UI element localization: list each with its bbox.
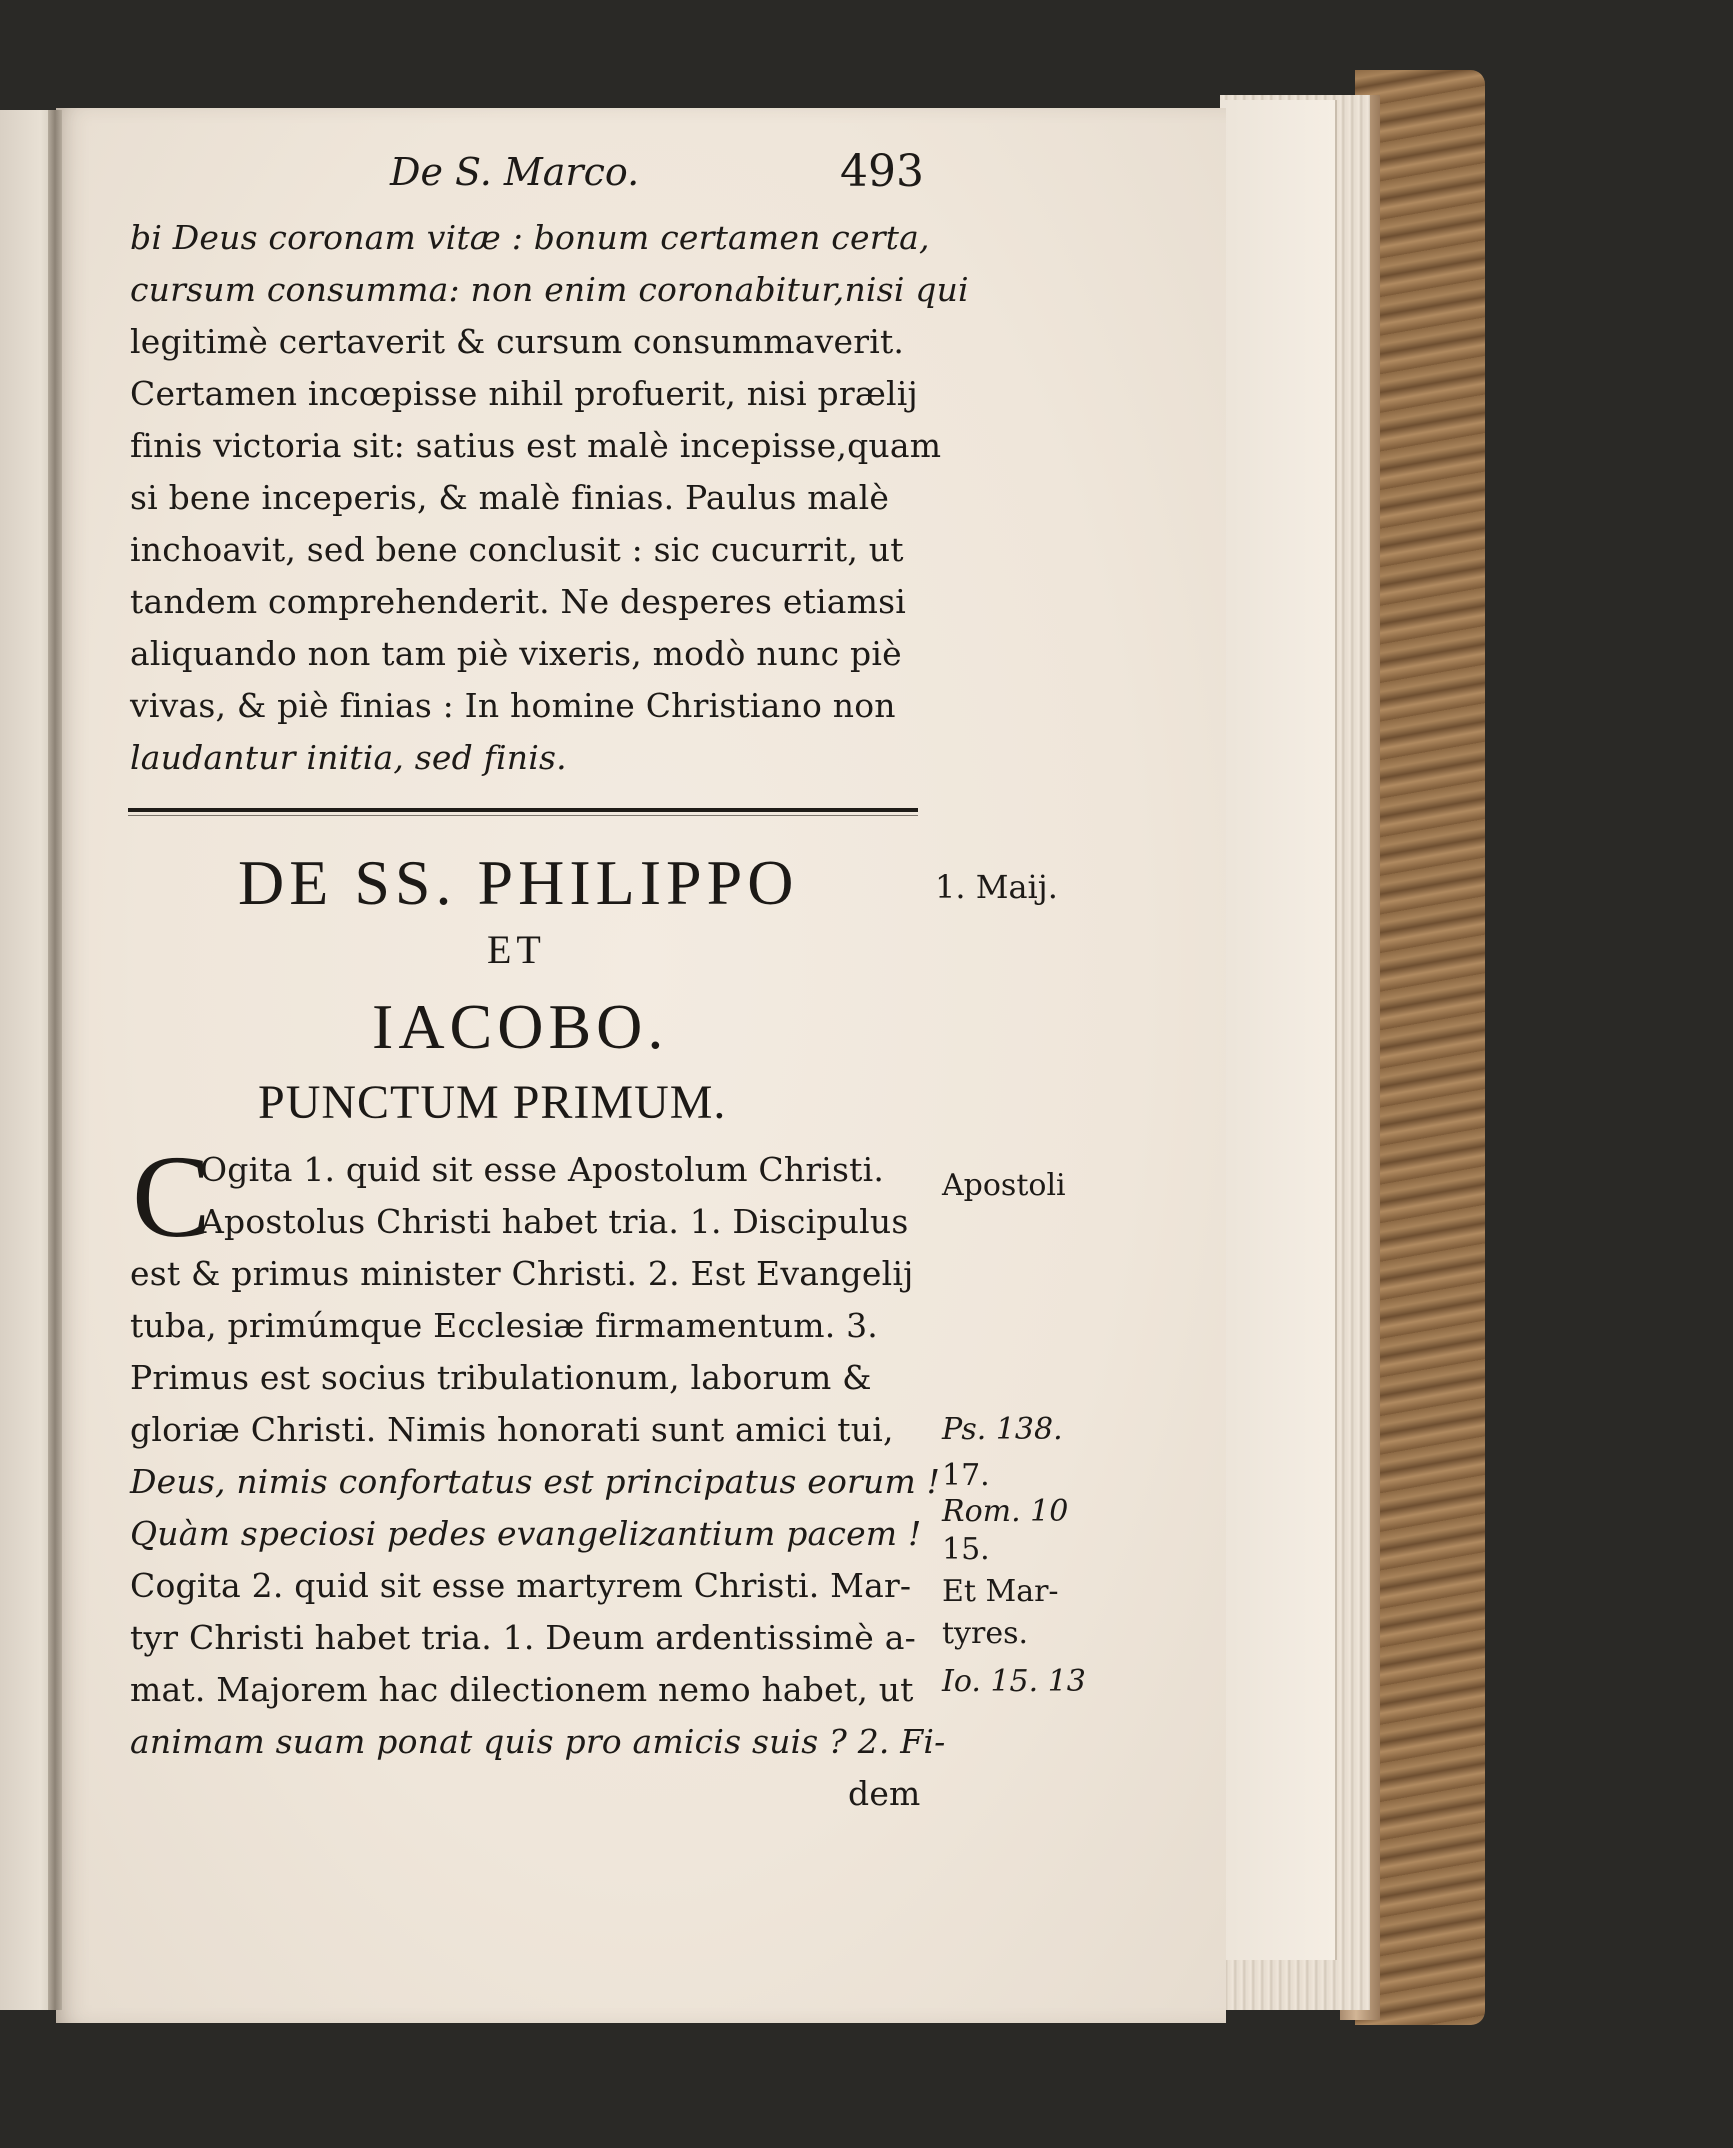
margin-note: Io. 15. 13: [942, 1664, 1086, 1699]
running-head: De S. Marco.: [390, 150, 640, 194]
text-line: mat. Majorem hac dilectionem nemo habet, ut: [130, 1670, 914, 1709]
text-line: legitimè certaverit & cursum consummaverit.: [130, 322, 905, 361]
text-line: bi Deus coronam vitæ : bonum certamen certa,: [130, 218, 930, 257]
text-line: Ogita 1. quid sit esse Apostolum Christi.: [200, 1150, 885, 1189]
text-line: Cogita 2. quid sit esse martyrem Christi. Mar-: [130, 1566, 912, 1605]
text-line: Deus, nimis confortatus est principatus eorum !: [130, 1462, 941, 1501]
margin-note: Et Mar-: [942, 1574, 1059, 1609]
margin-date: 1. Maij.: [935, 868, 1058, 906]
text-line: gloriæ Christi. Nimis honorati sunt amici tui,: [130, 1410, 894, 1449]
text-line: inchoavit, sed bene conclusit : sic cucurrit, ut: [130, 530, 904, 569]
text-line: aliquando non tam piè vixeris, modò nunc piè: [130, 634, 902, 673]
text-line: animam suam ponat quis pro amicis suis ? 2. Fi-: [130, 1722, 946, 1761]
margin-note: Ps. 138.: [942, 1412, 1063, 1447]
text-line: tandem comprehenderit. Ne desperes etiamsi: [130, 582, 907, 621]
next-page-edge: [1220, 100, 1337, 1960]
text-line: vivas, & piè finias : In homine Christiano non: [130, 686, 896, 725]
text-line: si bene inceperis, & malè finias. Paulus malè: [130, 478, 890, 517]
text-line: Quàm speciosi pedes evangelizantium pacem !: [130, 1514, 922, 1553]
text-line: laudantur initia, sed finis.: [130, 738, 567, 777]
section-rule: [128, 808, 918, 812]
text-line: tuba, primúmque Ecclesiæ firmamentum. 3.: [130, 1306, 878, 1345]
text-line: cursum consumma: non enim coronabitur,nisi qui: [130, 270, 969, 309]
margin-note: 15.: [942, 1532, 990, 1567]
margin-note: tyres.: [942, 1616, 1029, 1651]
margin-note: 17.: [942, 1458, 990, 1493]
book-gutter: [48, 110, 62, 2010]
text-line: tyr Christi habet tria. 1. Deum ardentissimè a-: [130, 1618, 916, 1657]
catchword: dem: [848, 1774, 921, 1813]
section-rule-thin: [128, 815, 918, 816]
text-line: Apostolus Christi habet tria. 1. Discipulus: [200, 1202, 909, 1241]
section-subtitle: PUNCTUM PRIMUM.: [258, 1076, 727, 1129]
margin-note: Apostoli: [942, 1168, 1066, 1203]
section-title-line-1: DE SS. PHILIPPO: [238, 847, 799, 918]
drop-cap: C: [132, 1131, 211, 1262]
text-line: est & primus minister Christi. 2. Est Evangelij: [130, 1254, 914, 1293]
text-line: Certamen incœpisse nihil profuerit, nisi prælij: [130, 374, 918, 413]
text-line: finis victoria sit: satius est malè incepisse,quam: [130, 426, 942, 465]
section-title-line-3: IACOBO.: [372, 991, 669, 1062]
margin-note: Rom. 10: [942, 1494, 1069, 1529]
page-number: 493: [840, 146, 924, 197]
text-line: Primus est socius tribulationum, laborum &: [130, 1358, 872, 1397]
section-title-line-2: ET: [487, 927, 546, 972]
